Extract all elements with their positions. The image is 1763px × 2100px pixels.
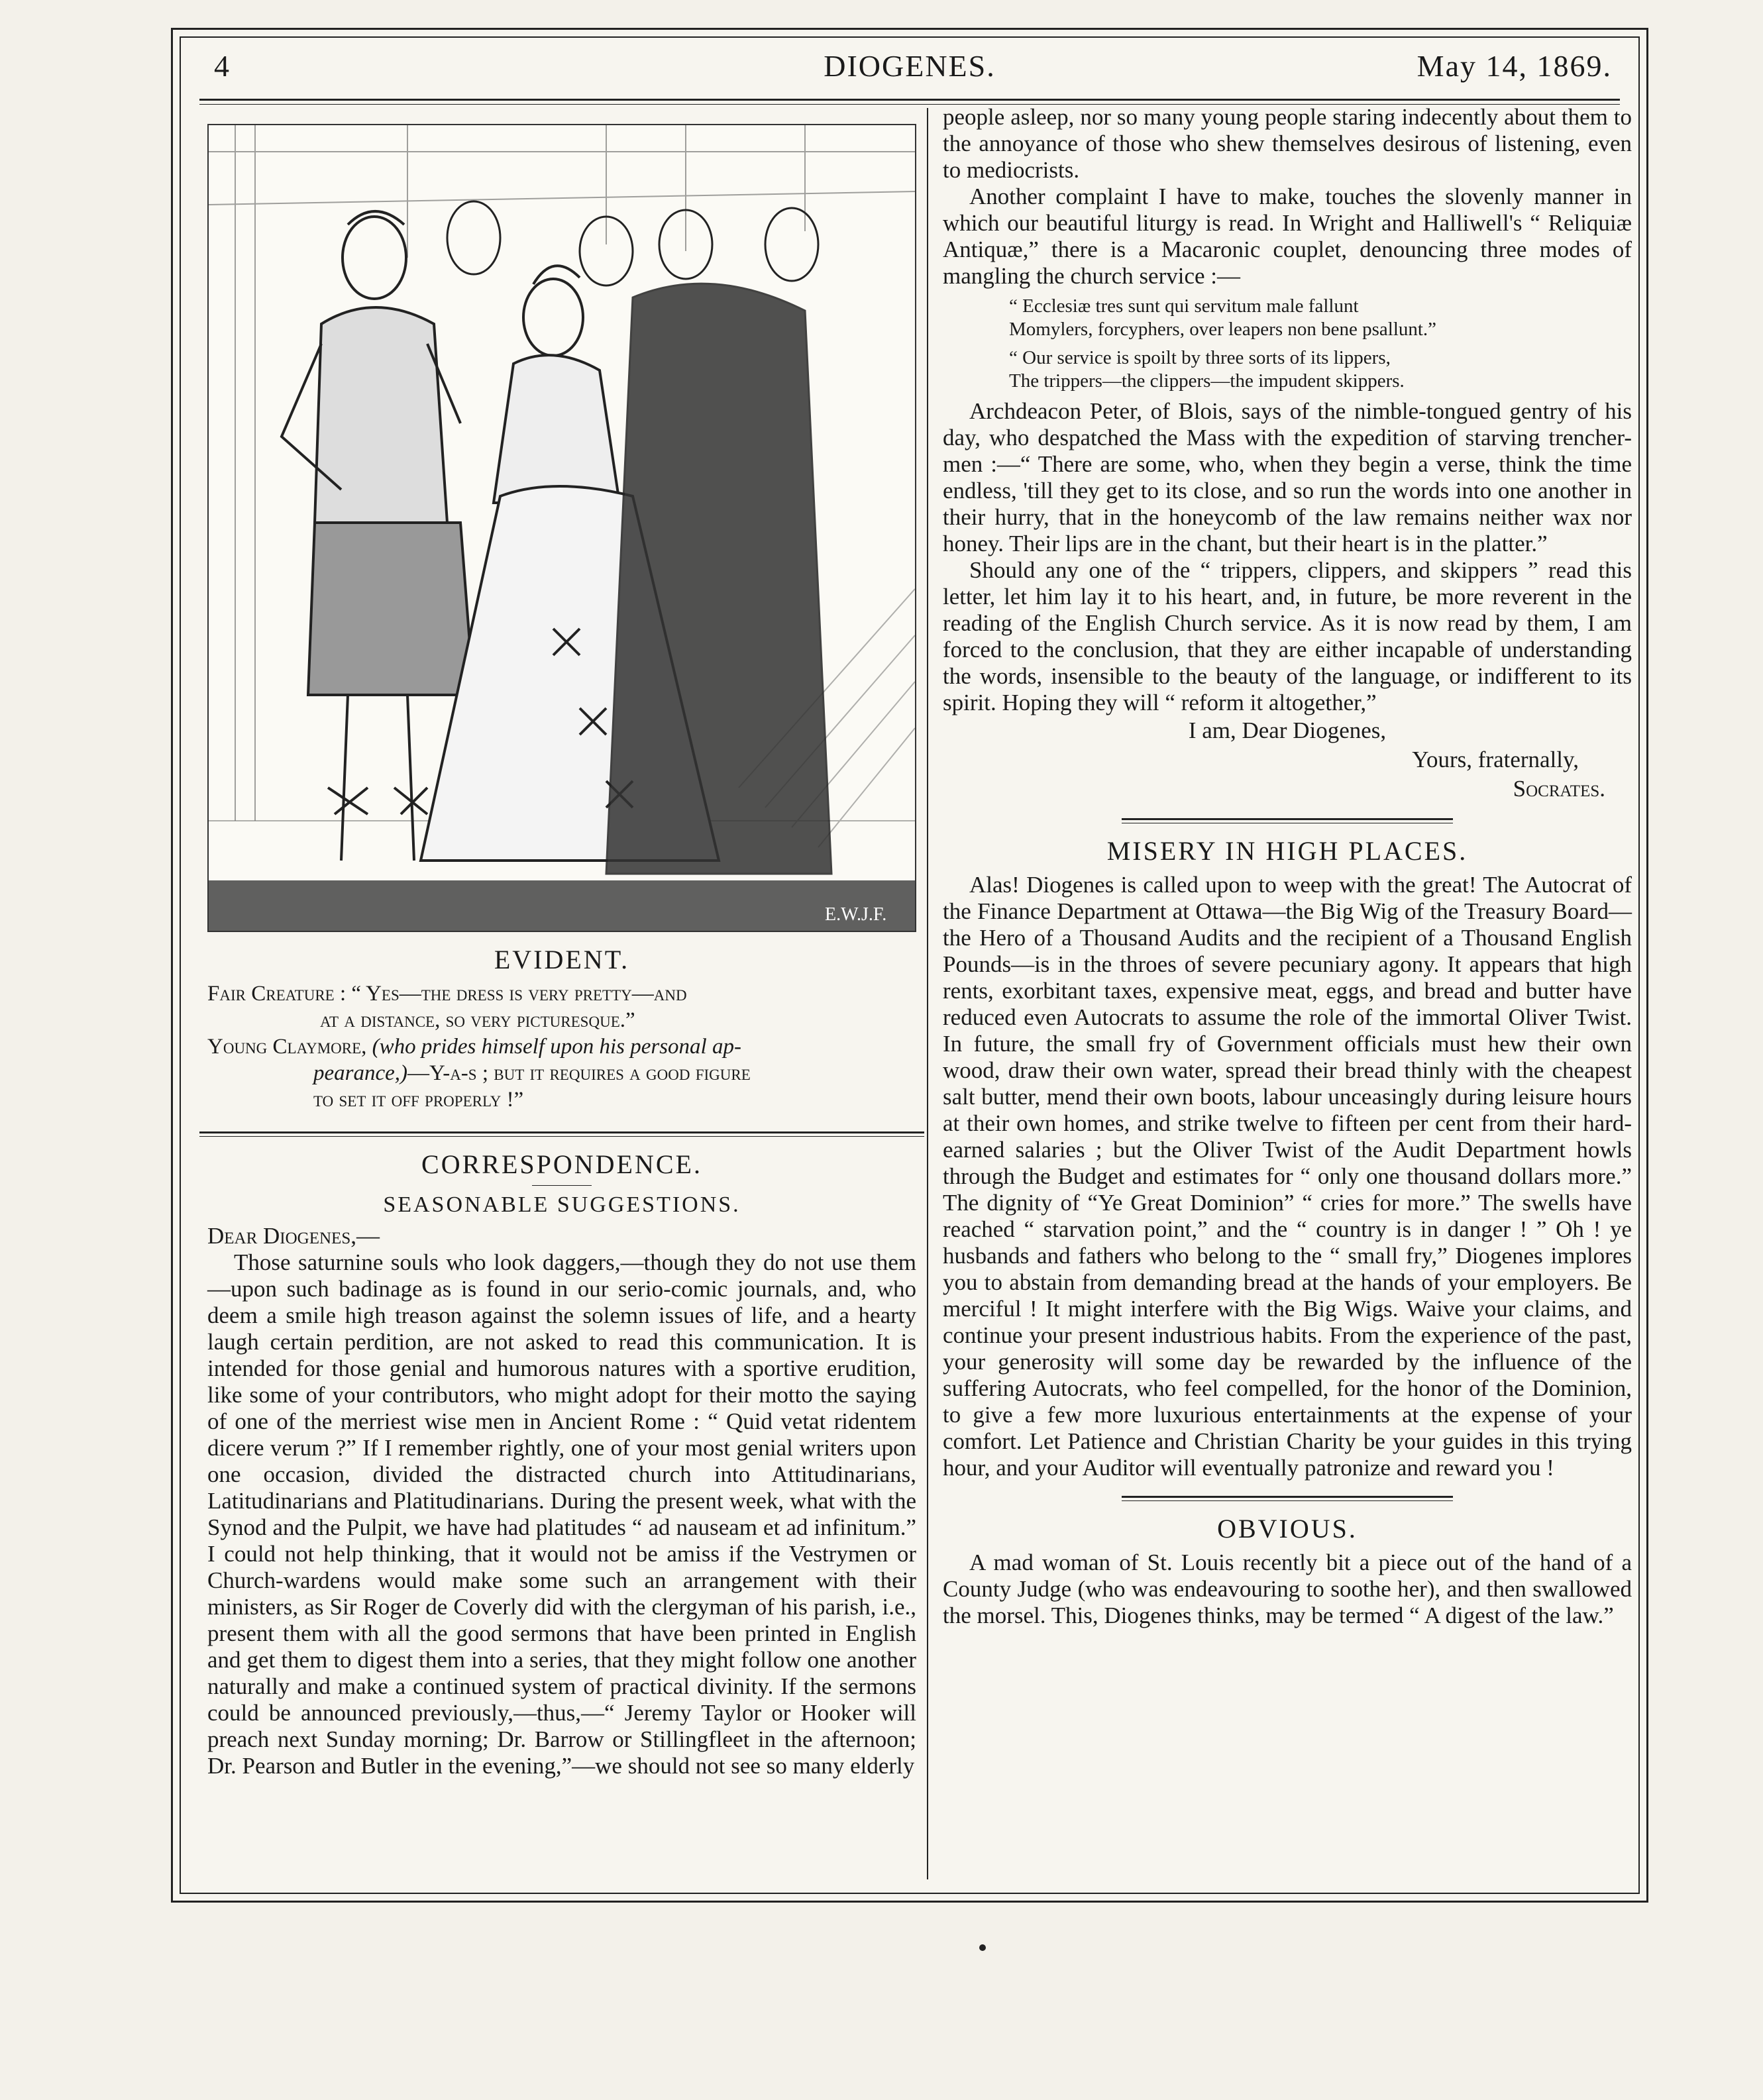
caption-line2: —Y-a-s ; but it requires a good figure [407,1061,751,1085]
caption-line2-cont: to set it off properly !” [313,1088,524,1112]
section-rule-obvious [1122,1496,1453,1501]
verse-latin [1009,295,1632,341]
page-frame [180,36,1640,1894]
obvious-text: A mad woman of St. Louis recently bit a piece out of the hand of a County Judge (who was endeavouring to soothe her), and then swallowed the morsel. This, Diogenes thinks, may be termed “ A digest of the law.” [943,1549,1632,1628]
misery-text: Alas! Diogenes is called upon to weep with the great! The Autocrat of the Finance Department at Ottawa—the Big Wig of the Treasury Board—the Hero of a Thousand Audits and the recipient of a Thousand English Pounds—is in the throes of severe pecuniary agony. It appears that high rents, exorbitant taxes, expensive meat, eggs, and bread and butter have reduced even Autocrats to assume the role of the immortal Oliver Twist. In future, the small fry of Government officials must hew their own wood, draw their own water, spread their bread thinly with the cheapest salt butter, mend their own boots, labour unceasingly during leisure hours at their own homes, and strike twelve to fifteen per cent from their hard-earned salaries ; but the Oliver Twist of the Audit Department howls through the Budget and estimates for “ only one thousand dollars more.” The dignity of “Ye Great Dominion” “ cries for more.” The swells have reached “ starvation point,” and the “ country is in danger ! ” Oh ! ye husbands and fathers who belong to the “ small fry,” Diogenes implores you to abstain from demanding bread at the hands of your employers. Be merciful ! It might interfere with the Big Wigs. Waive your claims, and continue your present industrious habits. From the experience of the past, your generosity will some day be rewarded by the influence of the suffering Autocrats, who feel compelled, for the honor of the Dominion, to give a few more luxurious entertainments at the expense of your comfort. Let Patience and Christian Charity be your guides in this trying hour, and your Auditor will eventually patronize and reward you ! [943,872,1632,1481]
newspaper-page [171,28,1648,1903]
correspondence-subheading: SEASONABLE SUGGESTIONS. [383,1192,741,1217]
caption-line1: “ Yes—the dress is very pretty—and [351,982,687,1006]
issue-date: May 14, 1869. [1416,49,1612,83]
right-column [943,104,1632,1629]
caption-aside: (who prides himself upon his personal ap- [372,1035,741,1059]
masthead-rule [199,99,1620,101]
left-column [207,111,916,1779]
letter-paragraph-4: Should any one of the “ trippers, clippers, and skippers ” read this letter, let him lay it to his heart, and, in future, be more reverent in the reading of the English Church service. As it is now read by them, I am forced to the conclusion, that they are either incapable of understanding the words, insensible to the beauty of the language, or indifferent to its spirit. Hoping they will “ reform it altogether,” [943,557,1632,715]
letter-signature: Socrates. [1513,776,1605,802]
obvious-heading: OBVIOUS. [1217,1514,1358,1544]
correspondence-heading: CORRESPONDENCE. [421,1149,702,1179]
footer-dot [979,1944,986,1951]
speaker-fair-creature: Fair Creature : [207,982,347,1006]
misery-heading: MISERY IN HIGH PLACES. [1106,836,1468,866]
letter-paragraph-3: Archdeacon Peter, of Blois, says of the nimble-tongued gentry of his day, who despatched the Mass with the expedition of starving trencher-men :—“ There are some, who, when they begin a verse, think the time endless, 'till they get to its close, and so run the words into one another in their hurry, that in the honeycomb of the law remains neither wax nor honey. Their lips are in the chant, but their heart is in the platter.” [943,398,1632,556]
cartoon-caption [207,980,916,1113]
letter-paragraph-1: Those saturnine souls who look daggers,—though they do not use them—upon such badinage as is found in our serio-comic journals, and, who deem a smile high treason against the solemn issues of life, and a hearty laugh certain perdition, are not asked to read this communication. It is intended for those genial and humorous natures with a sportive erudition, like some of your contributors, who might adopt for their motto the saying of one of the merriest wise men in Ancient Rome : “ Quid vetat ridentem dicere verum ?” If I remember rightly, one of your most genial writers upon one occasion, divided the distracted church into Attitudinarians, Latitudinarians and Platitudinarians. During the present week, what with the Synod and the Pulpit, we have had platitudes “ ad nauseam et ad infinitum.” I could not help thinking, that it would not be amiss if the Vestrymen or Church-wardens would make some such an arrangement with their ministers, as Sir Roger de Coverly did with the clergyman of his parish, i.e., present them with all the good sermons that have been printed in English and get them to digest them into a series, that they might follow one another naturally and make a continued system of practical divinity. If the sermons could be announced previously,—thus,—“ Jeremy Taylor or Hooker will preach next Sunday morning; Dr. Barrow or Stillingfleet in the afternoon; Dr. Pearson and Butler in the evening,”—we should not see so many elderly [207,1249,916,1779]
verse-latin-line1: “ Ecclesiæ tres sunt qui servitum male fallunt [1009,295,1359,317]
letter-closing-2: Yours, fraternally, [1412,747,1579,772]
cartoon-title: EVIDENT. [494,945,630,974]
small-rule [532,1185,592,1186]
masthead-title: DIOGENES. [824,49,996,83]
caption-aside-cont: pearance,) [313,1061,408,1085]
verse-english-line1: “ Our service is spoilt by three sorts of its lippers, [1009,347,1391,368]
section-rule-misery [1122,818,1453,823]
letter-salutation: Dear Diogenes,— [207,1223,380,1249]
page-number: 4 [214,49,231,83]
verse-english [1009,346,1632,393]
cartoon-drawing [209,125,915,931]
caption-line1-cont: at a distance, so very picturesque.” [320,1008,635,1032]
verse-english-line2: The trippers—the clippers—the impudent skippers. [1009,370,1405,392]
letter-paragraph-2: Another complaint I have to make, touches the slovenly manner in which our beautiful liturgy is read. In Wright and Halliwell's “ Reliquiæ Antiquæ,” there is a Macaronic couplet, denouncing three modes of mangling the church service :— [943,184,1632,289]
verse-latin-line2: Momylers, forcyphers, over leapers non bene psallunt.” [1009,319,1437,340]
column-divider [927,108,928,1879]
letter-paragraph-1-cont: people asleep, nor so many young people staring indecently about them to the annoyance of those who shew themselves desirous of listening, even to mediocrists. [943,104,1632,183]
section-rule [199,1131,924,1137]
cartoon-illustration [207,124,916,932]
speaker-young-claymore: Young Claymore, [207,1035,367,1059]
letter-closing-1: I am, Dear Diogenes, [1188,717,1387,743]
artist-signature: E.W.J.F. [825,904,887,925]
masthead [181,38,1638,99]
